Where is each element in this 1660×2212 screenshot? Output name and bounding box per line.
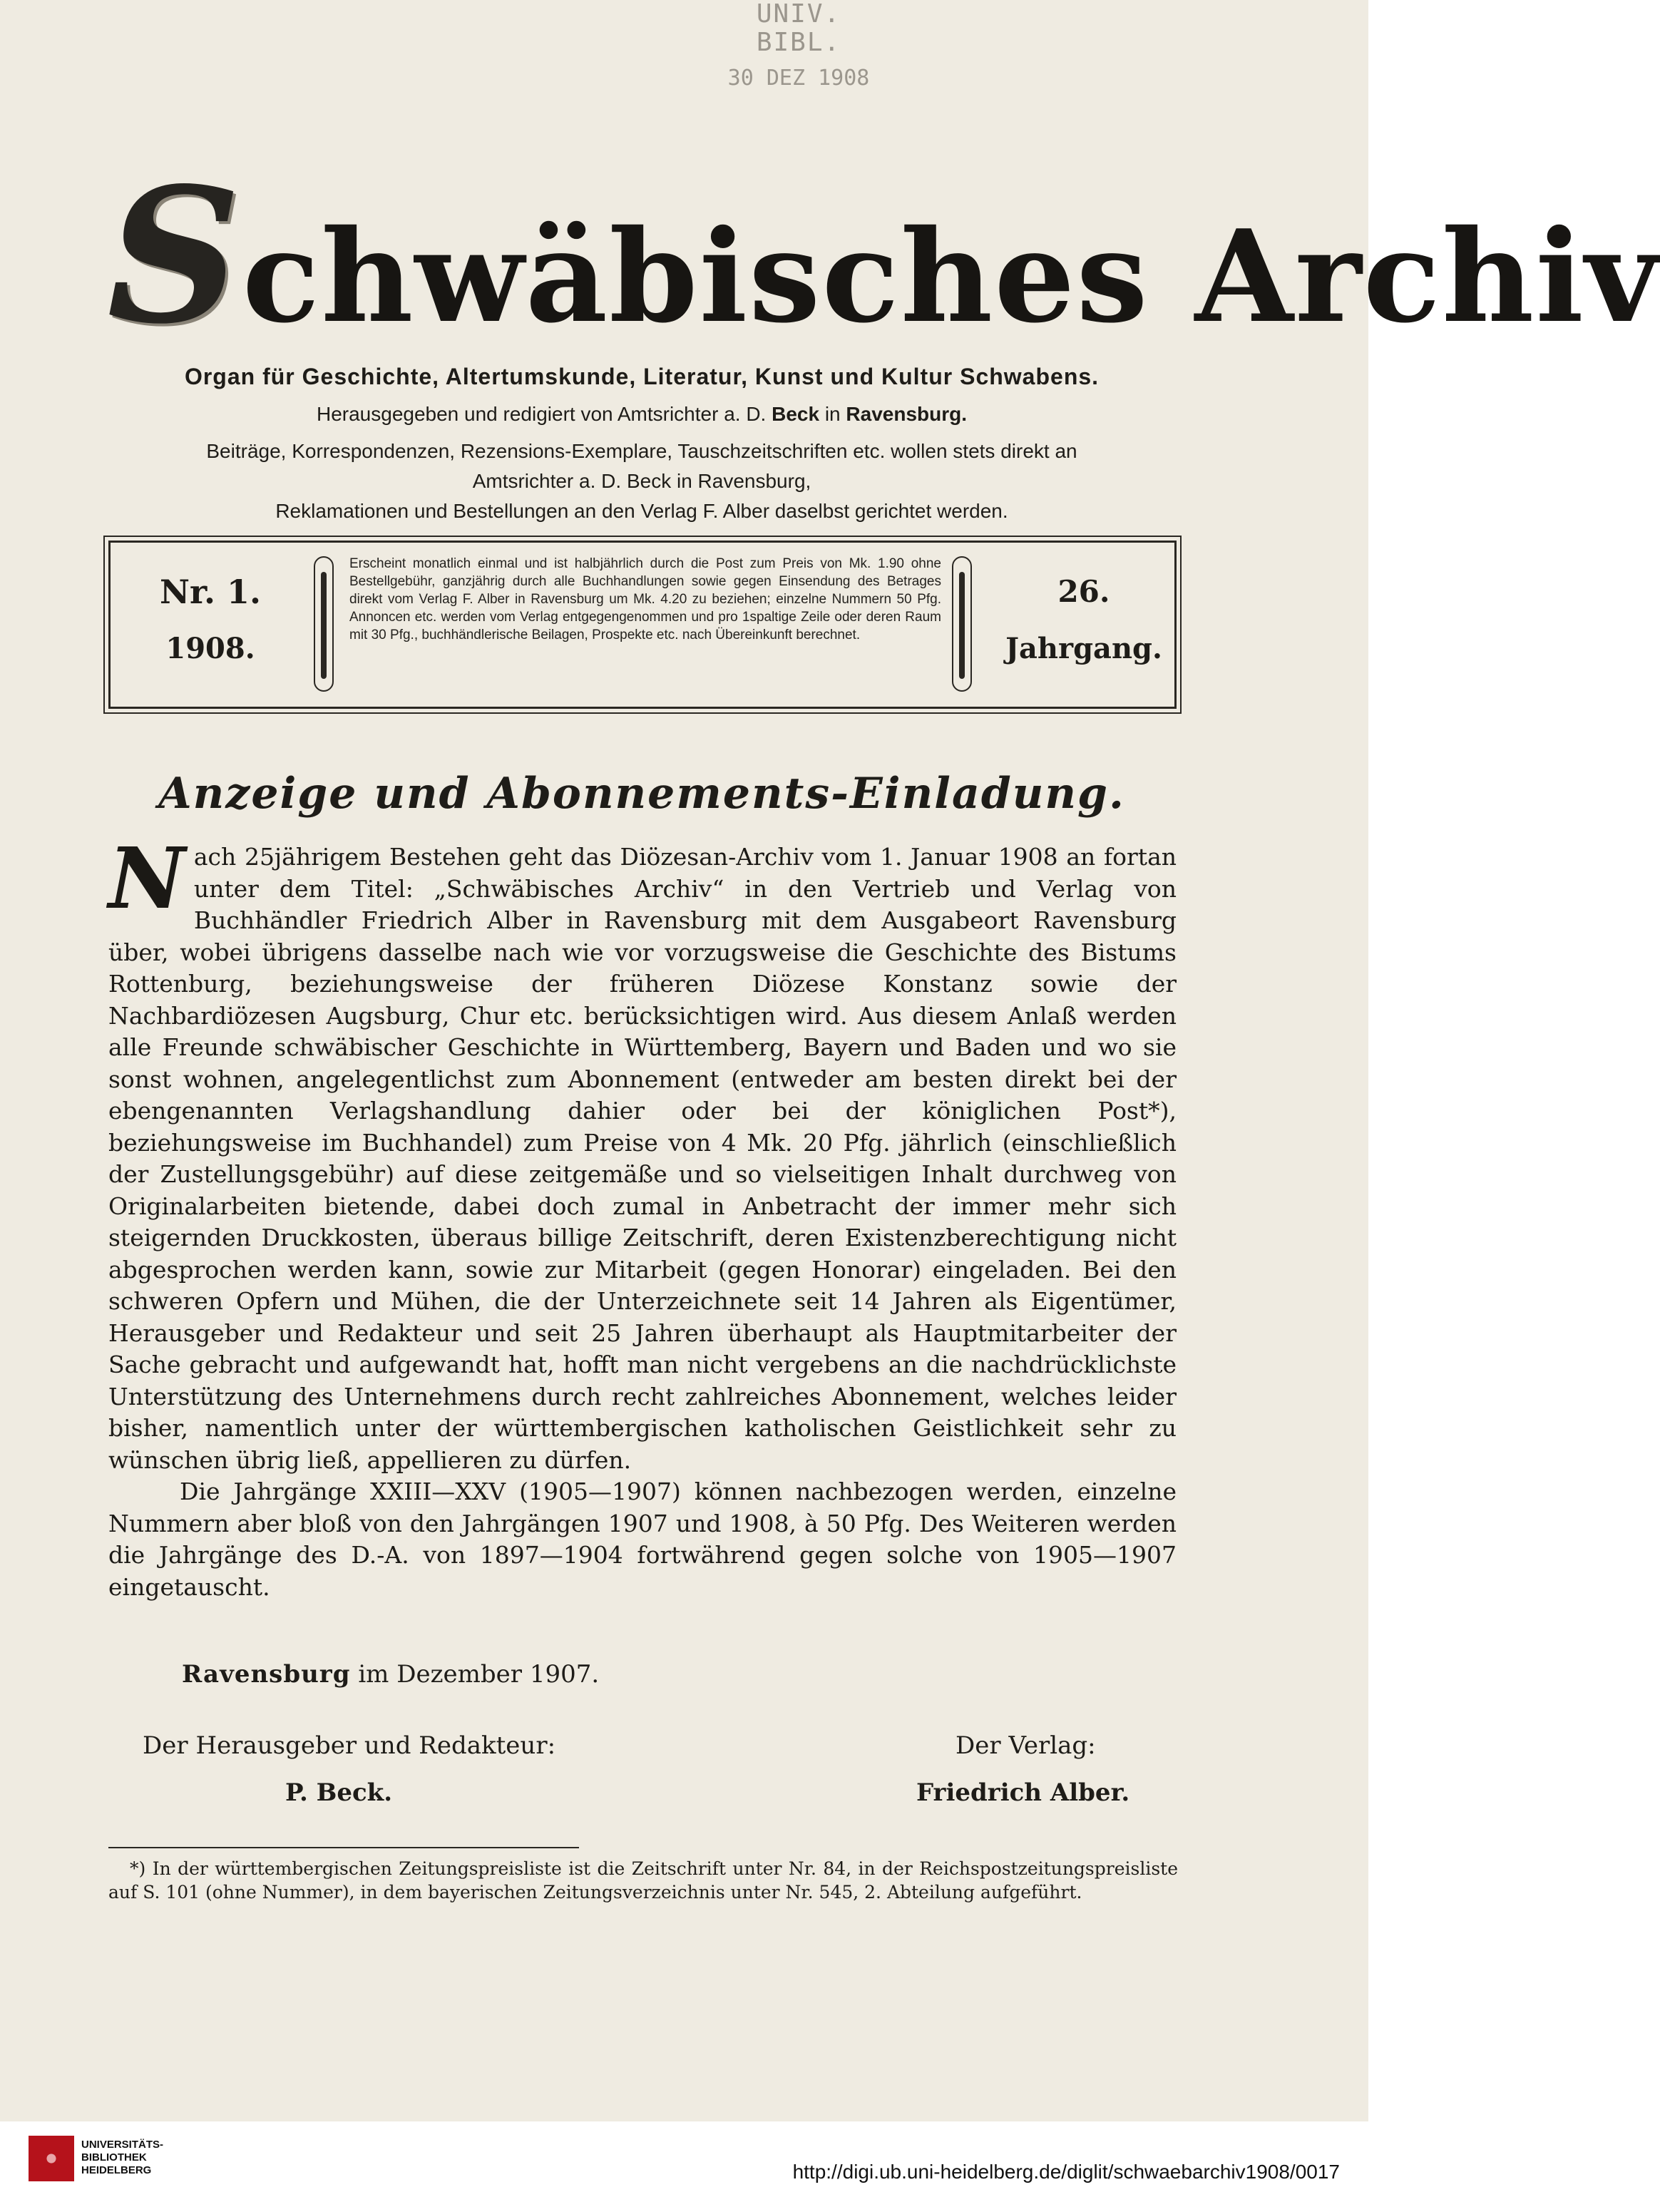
issue-number: Nr. 1.	[159, 573, 262, 611]
library-stamp	[706, 0, 891, 91]
editor-line	[100, 403, 1184, 426]
announcement-body	[108, 829, 1177, 1603]
ornament-right-icon	[952, 556, 972, 692]
contributions-line-1: Beiträge, Korrespondenzen, Rezensions-Exemplare, Tauschzeitschriften etc. wollen stets direkt an	[206, 440, 1077, 462]
editor-mid: in	[824, 403, 841, 425]
announcement-heading: Anzeige und Abonnements-Einladung.	[158, 769, 1125, 819]
place-date-line	[182, 1660, 599, 1689]
masthead-rest: chwäbisches Archiv	[242, 202, 1660, 351]
volume-number: 26.	[1057, 574, 1110, 609]
contributions-block	[100, 436, 1184, 526]
footnote-text: In der württembergischen Zeitungspreisliste ist die Zeitschrift unter Nr. 84, in der Reichspostzeitungspreisliste auf S. 101 (ohne Nummer), in dem bayerischen Zeitungsverzeichnis unter Nr. 545, 2. Abteilung aufgeführt.	[108, 1858, 1178, 1903]
issue-panel	[118, 563, 303, 677]
subscription-text: Erscheint monatlich einmal und ist halbjährlich durch die Post zum Preis von Mk. 1.90 ohne Bestellgebühr, ganzjährig durch alle Buchhandlungen sowie gegen Einsendung des Betrages direkt vom Verlag F. Alber in Ravensburg um Mk. 4.20 zu beziehen; einzelne Nummern 50 Pfg. Annoncen etc. werden vom Verlag entgegengenommen und pro 1spaltige Zeile oder deren Raum mit 30 Pfg., buchhändlerische Beilagen, Prospekte etc. nach Übereinkunft berechnet.	[349, 556, 941, 642]
footnote-rule	[108, 1847, 579, 1848]
contributions-line-2: Amtsrichter a. D. Beck in Ravensburg,	[472, 470, 811, 492]
paragraph-2: Die Jahrgänge XXIII—XXV (1905—1907) können nachbezogen werden, einzelne Nummern aber bloß von den Jahrgängen 1907 und 1908, à 50 Pfg. Des Weiteren werden die Jahrgänge des D.-A. von 1897—1904 fortwährend gegen solche von 1905—1907 eingetauscht.	[108, 1478, 1177, 1601]
footnote	[108, 1857, 1178, 1904]
stamp-line-1: UNIV. BIBL.	[756, 0, 841, 57]
paragraph-1-text: ach 25jährigem Bestehen geht das Diözesan-Archiv vom 1. Januar 1908 an fortan unter dem Titel: „Schwäbisches Archiv“ in den Vertrieb und Verlag von Buchhändler Friedrich Alber in Ravensburg mit dem Ausgabeort Ravensburg über, wobei übrigens dasselbe nach wie vor vorzugsweise die Geschichte des Bistums Rottenburg, beziehungsweise der früheren Diözese Konstanz sowie der Nachbardiözesen Augsburg, Chur etc. berücksichtigen wird. Aus diesem Anlaß werden alle Freunde schwäbischer Geschichte in Württemberg, Bayern und Baden und wo sie sonst wohnen, angelegentlichst zum Abonnement (entweder am besten direkt bei der ebengenannten Verlagshandlung dahier oder bei der königlichen Post*), beziehungsweise im Buchhandel) zum Preise von 4 Mk. 20 Pfg. jährlich (einschließlich der Zustellungsgebühr) auf diese zeitgemäße und so vielseitigen Inhalt durchweg von Originalarbeiten bietende, dabei doch zumal in Anbetracht der immer mehr sich steigernden Druckkosten, überaus billige Zeitschrift, deren Existenzberechtigung nicht abgesprochen werden kann, sowie zur Mitarbeit (gegen Honorar) eingeladen. Bei den schweren Opfern und Mühen, die der Unterzeichnete seit 14 Jahren als Eigentümer, Herausgeber und Redakteur und seit 25 Jahren überhaupt als Hauptmitarbeiter der Sache gebracht und aufgewandt hat, hofft man nicht vergebens an die nachdrücklichste Unterstützung des Unternehmens durch recht zahlreiches Abonnement, welches leider bisher, namentlich unter der württembergischen katholischen Geistlichkeit sehr zu wünschen übrig ließ, appellieren zu dürfen.	[108, 843, 1177, 1474]
contributions-line-3: Reklamationen und Bestellungen an den Verlag F. Alber daselbst gerichtet werden.	[275, 500, 1008, 522]
source-url-link[interactable]: http://digi.ub.uni-heidelberg.de/diglit/schwaebarchiv1908/0017	[792, 2161, 1340, 2183]
library-name-line-2: BIBLIOTHEK	[81, 2151, 147, 2164]
editor-signature-label: Der Herausgeber und Redakteur:	[143, 1731, 556, 1760]
publisher-signature-label: Der Verlag:	[955, 1731, 1096, 1760]
editor-signature-name: P. Beck.	[285, 1778, 393, 1807]
masthead-initial: S	[107, 148, 242, 365]
library-seal-icon	[29, 2136, 74, 2181]
organ-line: Organ für Geschichte, Altertumskunde, Literatur, Kunst und Kultur Schwabens.	[184, 364, 1100, 389]
library-name-line-3: HEIDELBERG	[81, 2164, 152, 2176]
stamp-line-2: 30 DEZ 1908	[727, 66, 870, 91]
drop-cap: N	[108, 829, 185, 928]
footnote-mark: *)	[130, 1858, 146, 1879]
editor-pre: Herausgegeben und redigiert von Amtsrichter a. D.	[316, 403, 767, 425]
editor-name: Beck	[772, 403, 820, 425]
ornament-left-icon	[314, 556, 334, 692]
publisher-signature-name: Friedrich Alber.	[916, 1778, 1130, 1807]
editor-place: Ravensburg.	[846, 403, 968, 425]
volume-label: Jahrgang.	[1005, 632, 1162, 665]
masthead-title	[107, 146, 1660, 367]
paragraph-1	[108, 829, 1177, 1476]
place-name: Ravensburg	[182, 1660, 351, 1689]
date-text: im Dezember 1907.	[358, 1660, 600, 1689]
library-name-line-1: UNIVERSITÄTS-	[81, 2139, 164, 2151]
library-name	[81, 2139, 163, 2177]
volume-panel	[995, 563, 1173, 677]
issue-year: 1908.	[165, 632, 255, 665]
